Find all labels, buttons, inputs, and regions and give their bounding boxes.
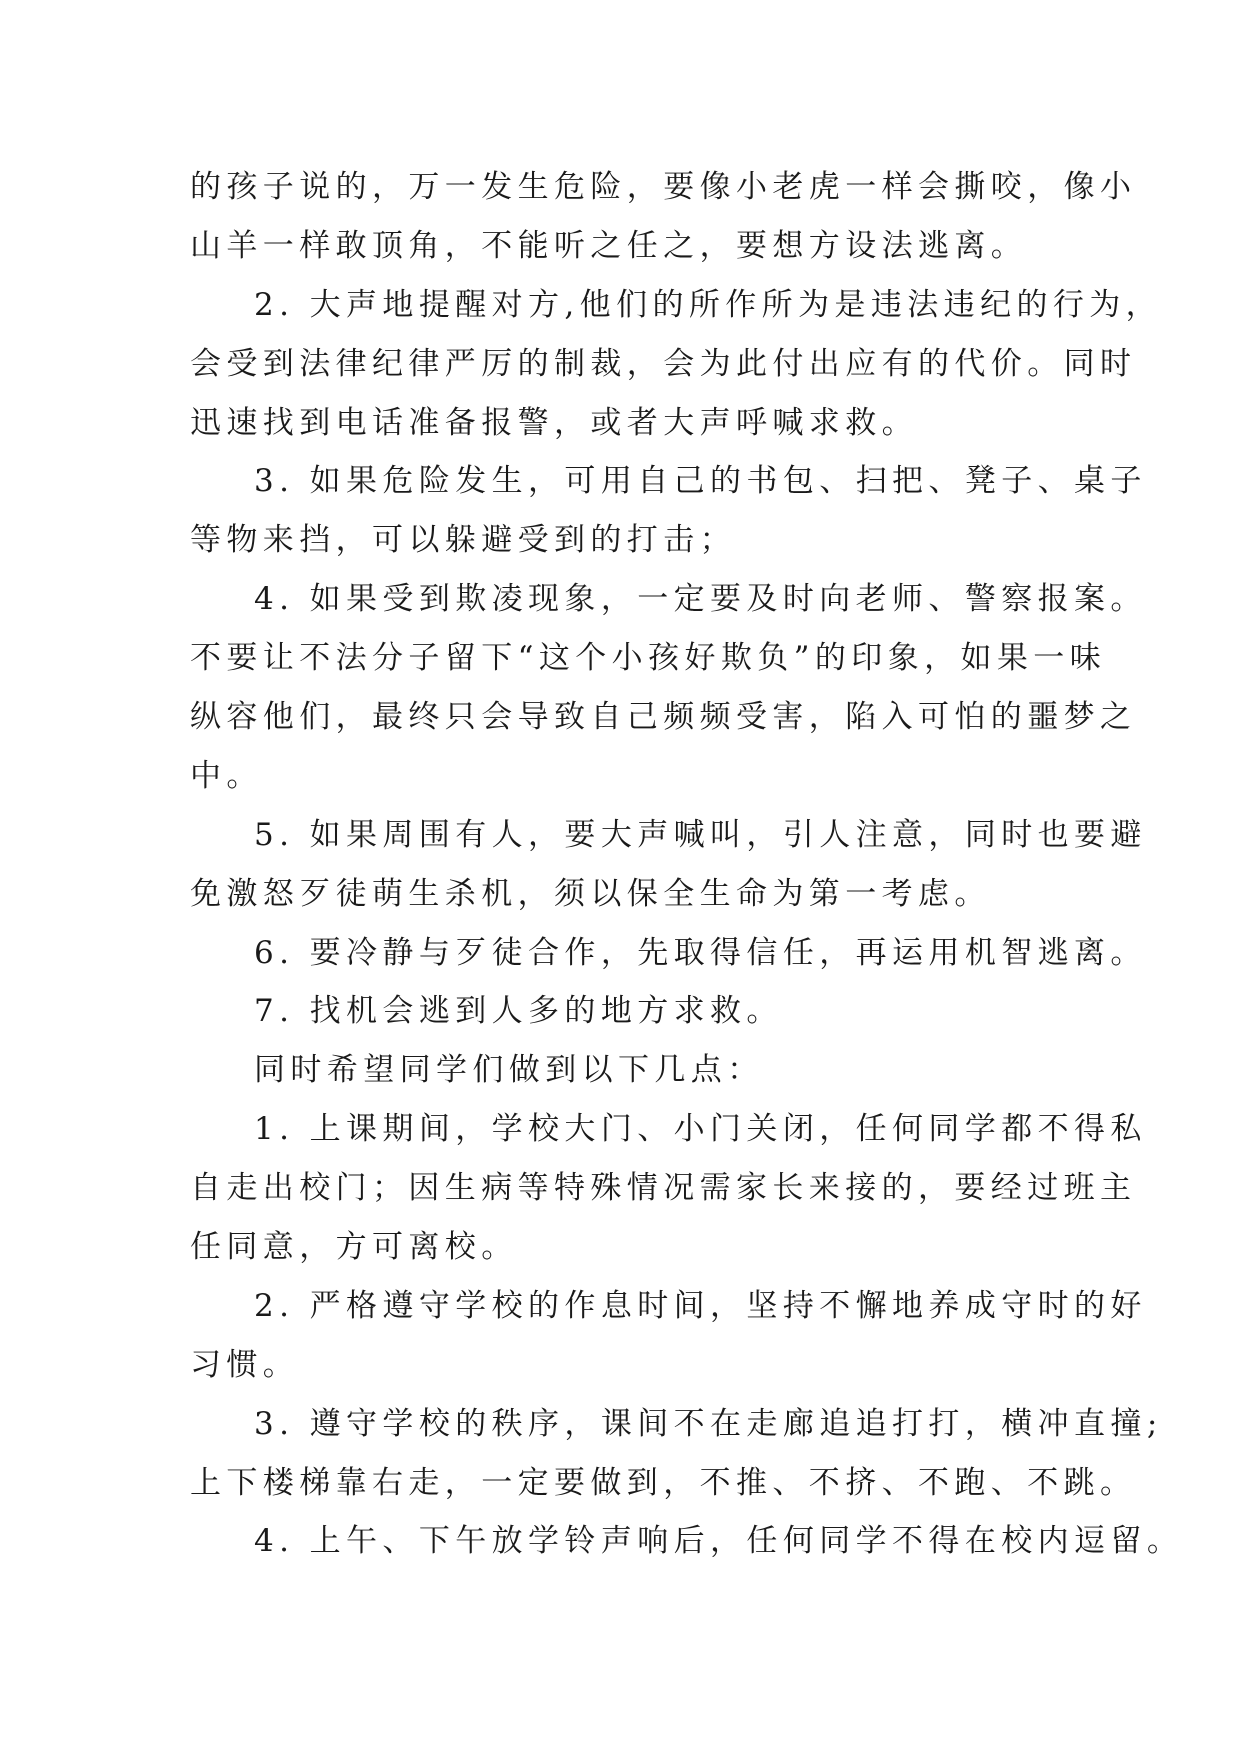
text-line: 4. 如果受到欺凌现象，一定要及时向老师、警察报案。	[254, 581, 1147, 618]
text-line: 会受到法律纪律严厉的制裁，会为此付出应有的代价。同时	[190, 345, 1137, 382]
text-line: 免激怒歹徒萌生杀机，须以保全生命为第一考虑。	[190, 875, 991, 912]
text-line: 任同意，方可离校。	[190, 1229, 518, 1266]
text-line: 中。	[190, 757, 263, 794]
text-line: 不要让不法分子留下“这个小孩好欺负”的印象，如果一味	[190, 640, 1107, 677]
text-line: 山羊一样敢顶角，不能听之任之，要想方设法逃离。	[190, 227, 1028, 264]
text-line: 7. 找机会逃到人多的地方求救。	[254, 993, 783, 1030]
text-line: 1. 上课期间，学校大门、小门关闭，任何同学都不得私	[254, 1111, 1147, 1148]
text-line: 3. 遵守学校的秩序，课间不在走廊追追打打，横冲直撞;	[254, 1405, 1163, 1442]
text-line: 4. 上午、下午放学铃声响后，任何同学不得在校内逗留。	[254, 1523, 1184, 1560]
text-line: 迅速找到电话准备报警，或者大声呼喊求救。	[190, 404, 918, 441]
text-line: 习惯。	[190, 1346, 300, 1383]
text-line: 2. 严格遵守学校的作息时间，坚持不懈地养成守时的好	[254, 1287, 1147, 1324]
text-line: 3. 如果危险发生，可用自己的书包、扫把、凳子、桌子	[254, 463, 1147, 500]
text-line: 的孩子说的，万一发生危险，要像小老虎一样会撕咬，像小	[190, 169, 1137, 205]
text-line: 纵容他们，最终只会导致自己频频受害，陷入可怕的噩梦之	[190, 699, 1137, 736]
text-line: 6. 要冷静与歹徒合作，先取得信任，再运用机智逃离。	[254, 934, 1147, 971]
text-line: 自走出校门；因生病等特殊情况需家长来接的，要经过班主	[190, 1170, 1137, 1207]
document-body	[190, 158, 1184, 1571]
text-line: 同时希望同学们做到以下几点：	[254, 1052, 764, 1089]
text-line: 上下楼梯靠右走，一定要做到，不推、不挤、不跑、不跳。	[190, 1464, 1137, 1501]
text-line: 5. 如果周围有人，要大声喊叫，引人注意，同时也要避	[254, 816, 1147, 853]
text-line: 2. 大声地提醒对方,他们的所作所为是违法违纪的行为，	[254, 286, 1163, 323]
text-line: 等物来挡，可以躲避受到的打击；	[190, 522, 736, 559]
